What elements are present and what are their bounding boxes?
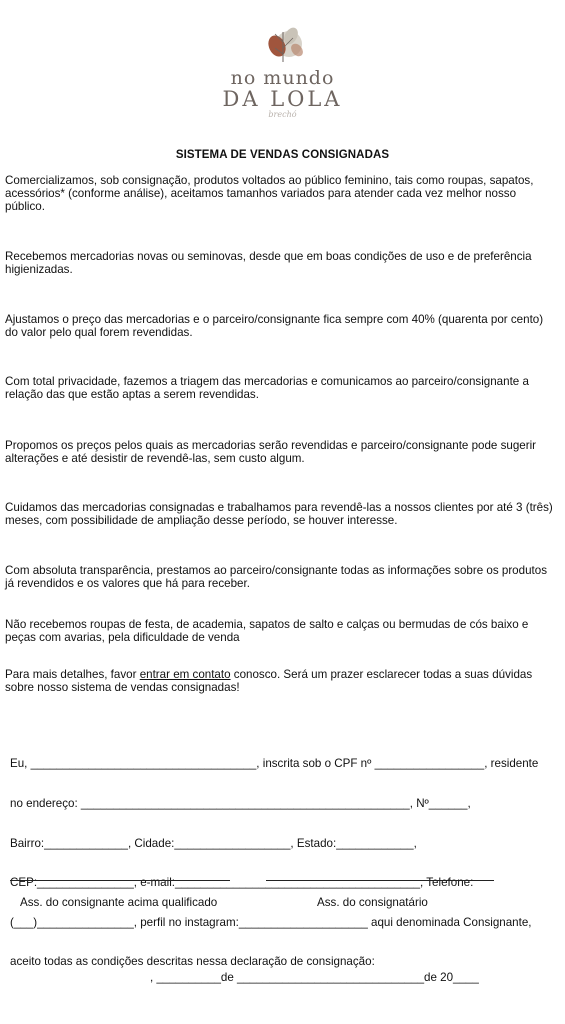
form-line-address[interactable]: no endereço: ___________________________________________________, Nº______, (10, 797, 471, 811)
leaves-logo-icon (253, 22, 313, 64)
contact-link[interactable]: entrar em contato (139, 668, 231, 681)
form-line-cep-email[interactable]: CEP:_______________, e-mail:______________________________________, Telefone: (10, 876, 474, 890)
contact-text-before: Para mais detalhes, favor (5, 668, 140, 681)
logo-text-line2: DA LOLA (222, 87, 343, 111)
signature-label-consignee: Ass. do consignatário (317, 896, 428, 909)
signature-label-consignor: Ass. do consignante acima qualificado (20, 896, 218, 909)
form-line-neighborhood[interactable]: Bairro:_____________, Cidade:__________________, Estado:____________, (10, 836, 417, 850)
brand-logo (0, 22, 565, 119)
paragraph-transparency: Com absoluta transparência, prestamos ao parceiro/consignante todas as informações sobre os produtos já revendidos e os valores que há para receber. (5, 564, 547, 590)
paragraph-privacy: Com total privacidade, fazemos a triagem das mercadorias e comunicamos ao parceiro/consignante a relação das que estão aptas a serem revendidas. (5, 375, 529, 401)
paragraph-resale-period: Cuidamos das mercadorias consignadas e trabalhamos para revendê-las a nossos clientes por até 3 (três) meses, com possibilidade de ampliação desse período, se houver interesse. (5, 501, 553, 527)
contact-text-after: conosco. Será um prazer esclarecer todas a suas dúvidas sobre nosso sistema de vendas consignadas! (5, 668, 533, 694)
logo-subtext: brechó (268, 110, 297, 119)
paragraph-accepted-goods: Recebemos mercadorias novas ou seminovas, desde que em boas condições de uso e de preferência higienizadas. (5, 250, 532, 276)
paragraph-price-proposal: Propomos os preços pelos quais as mercadorias serão revendidas e parceiro/consignante pode sugerir alterações e até desistir de revendê-las, sem custo algum. (5, 439, 537, 465)
form-line-name-cpf[interactable]: Eu, ___________________________________, inscrita sob o CPF nº _________________, residente (10, 757, 539, 771)
paragraph-not-accepted: Não recebemos roupas de festa, de academia, sapatos de salto e calças ou bermudas de cós baixo e peças com avarias, pela dificuldade de venda (5, 618, 529, 644)
signature-line-consignee[interactable] (266, 880, 494, 881)
form-line-agreement: aceito todas as condições descritas nessa declaração de consignação: (10, 955, 375, 969)
paragraph-contact (5, 668, 553, 694)
page-title: SISTEMA DE VENDAS CONSIGNADAS (175, 149, 390, 161)
date-line[interactable]: , __________de _____________________________de 20____ (150, 971, 479, 984)
form-line-phone-instagram[interactable]: (___)_______________, perfil no instagram:____________________ aqui denominada Consignante, (10, 915, 532, 929)
logo-text-line1: no mundo (230, 67, 335, 89)
paragraph-consignment: Comercializamos, sob consignação, produtos voltados ao público feminino, tais como roupas, sapatos, acessórios* (conforme análise), aceitamos tamanhos variados para atender cada vez melhor nosso público. (5, 174, 534, 213)
signature-line-consignor[interactable] (10, 880, 230, 881)
paragraph-pricing: Ajustamos o preço das mercadorias e o parceiro/consignante fica sempre com 40% (quarenta por cento) do valor pelo qual forem revendidas. (5, 313, 544, 339)
declaration-form (10, 731, 555, 982)
